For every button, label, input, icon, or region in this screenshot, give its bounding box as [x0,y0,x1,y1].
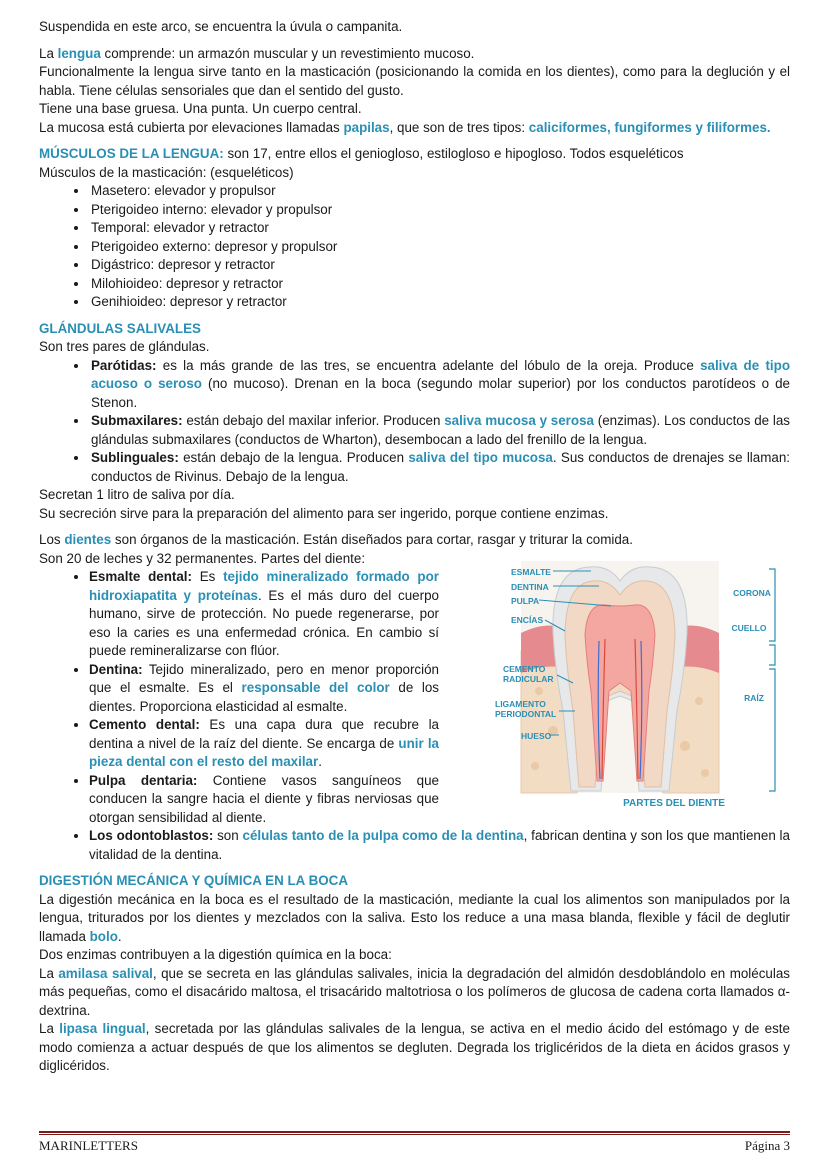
text-run: (enzimas). Los conductos de las glándulas submaxilares (conductos de Wharton), desembocan a lado del frenillo de la lengua. [91,413,790,447]
text-run: comprende: un armazón muscular y un revestimiento mucoso. [100,45,475,61]
text-run: Los [39,532,65,547]
label-encias: ENCÍAS [511,615,544,625]
text-run: están debajo del maxilar inferior. Producen [182,413,445,428]
keyword: tejido mineralizado formado por hidroxiapatita y proteínas [89,569,439,603]
list-item: • Milohioideo: depresor y retractor [89,275,790,294]
bone-pore [695,697,703,705]
list-item-esmalte [89,568,439,661]
label-corona: CORONA [733,588,771,598]
list-item-submaxilares [89,412,790,449]
bracket-corona [769,569,775,641]
text-run: . Sus conductos de drenajes se llaman: conductos de Rivinus. Debajo de la lengua. [91,450,790,484]
bone-pore [531,762,539,770]
term: Dentina: [89,661,143,677]
list-item-dentina [89,661,439,717]
list-item-parotidas [89,357,790,413]
text-run: están debajo de la lengua. Producen [178,450,409,465]
term: Los odontoblastos: [89,828,214,843]
paragraph-musculos-intro: Músculos de la masticación: (esqueléticos) [39,164,294,180]
term: Esmalte dental: [89,569,192,584]
section-digestion-heading: DIGESTIÓN MECÁNICA Y QUÍMICA EN LA BOCA [39,873,348,888]
label-cemento-radicular: RADICULAR [503,674,554,684]
paragraph-dientes-2: Son 20 de leches y 32 permanentes. Partes del diente: [39,550,366,566]
text-run: (no mucoso). Drenan en la boca (segundo molar superior) por los conductos parotídeos o de Stenon. [91,376,790,410]
list-item: • Digástrico: depresor y retractor [89,256,790,275]
paragraph-lengua-2: Funcionalmente la lengua sirve tanto en la masticación (posicionando la comida en los dientes), como para la deglución y el habla. Tiene células sensoriales que dan el sentido del gusto. [39,64,790,98]
footer-rule-thin [39,1134,790,1135]
keyword-lipasa: lipasa lingual [59,1021,146,1036]
text-run: La mucosa está cubierta por elevaciones llamadas [39,119,344,135]
label-raiz: RAÍZ [744,693,764,703]
paragraph-glandulas-after1: Secretan 1 litro de saliva por día. [39,487,235,502]
paragraph-glandulas-intro: Son tres pares de glándulas. [39,339,210,354]
term: Submaxilares: [91,413,183,428]
paragraph-digestion-4 [39,1020,790,1076]
list-item-cemento [89,716,439,772]
paragraph-digestion-1 [39,891,790,947]
label-cemento: CEMENTO [503,664,546,674]
paragraph-lengua-4 [39,119,790,138]
label-hueso: HUESO [521,731,552,741]
bone-pore [680,741,690,751]
text-run: es la más grande de las tres, se encuentra adelante del lóbulo de la oreja. Produce [156,357,701,373]
text-run: son 17, entre ellos el geniogloso, estilogloso e hipogloso. Todos esqueléticos [223,146,684,161]
footer-page-number: Página 3 [744,1138,790,1153]
list-item: • Masetero: elevador y propulsor [89,182,790,201]
bracket-raiz [769,669,775,791]
footer-rule [39,1131,790,1133]
text-run: , secretada por las glándulas salivales de la lengua, se activa en el medio ácido del estómago y de este modo comienza a actuar después de que los alimentos se degluten. Degrada los triglicéridos de la dieta en ácidos grasos y diglicéridos. [39,1021,790,1073]
text-run: Contiene vasos sanguíneos que conducen la sangre hacia el diente y fibras nerviosas que otorgan sensibilidad al diente. [89,772,439,825]
section-glandulas-heading: GLÁNDULAS SALIVALES [39,320,201,336]
label-ligamento: LIGAMENTO [495,699,546,709]
dientes-list-column [39,568,439,827]
keyword: unir la pieza dental con el resto del maxilar [89,735,439,769]
list-odontoblastos [39,827,790,864]
label-esmalte: ESMALTE [511,567,551,577]
bone-pore [701,769,709,777]
keyword-amilasa: amilasa salival [58,965,153,981]
bracket-cuello [769,645,775,665]
text-run: , fabrican dentina y son los que mantienen la vitalidad de la dentina. [89,828,790,862]
paragraph-glandulas-after2: Su secreción sirve para la preparación del alimento para ser ingerido, porque contiene enzimas. [39,505,609,521]
list-partes-diente [39,568,439,827]
tooth-diagram [449,561,794,813]
list-musculos [39,182,790,312]
page-content [39,18,790,1076]
text-run: . Es el más duro del cuerpo humano, sirve de protección. No puede regenerarse, por eso la caries es una enfermedad crónica. En cambio sí puede remineralizarse con flúor. [89,587,439,658]
paragraph-digestion-2: Dos enzimas contribuyen a la digestión química en la boca: [39,947,392,962]
keyword: saliva de tipo acuoso o seroso [91,357,790,391]
text-run: La [39,965,59,981]
list-item: • Pterigoideo interno: elevador y propulsor [89,201,790,220]
bone-pore [535,687,543,695]
label-pulpa: PULPA [511,596,540,606]
paragraph-digestion-3 [39,965,790,1021]
list-item: • Temporal: elevador y retractor [89,219,790,238]
list-item-sublinguales [89,449,790,486]
keyword-bolo: bolo [89,928,118,944]
text-run: . [117,928,122,944]
label-cuello: CUELLO [731,623,767,633]
text-run: La [39,45,58,61]
keyword: saliva mucosa y serosa [444,413,594,428]
paragraph-uvula: Suspendida en este arco, se encuentra la úvula o campanita. [39,19,403,34]
keyword: células tanto de la pulpa como de la dentina [242,828,524,843]
label-ligamento-periodontal: PERIODONTAL [495,709,557,719]
text-run: son órganos de la masticación. Están diseñados para cortar, rasgar y triturar la comida. [111,532,633,547]
paragraph-lengua-3: Tiene una base gruesa. Una punta. Un cuerpo central. [39,101,362,116]
text-run: Es una capa dura que recubre la dentina a nivel de la raíz del diente. Se encarga de [89,717,440,751]
section-heading: MÚSCULOS DE LA LENGUA: [39,146,224,161]
text-run: Es [192,569,224,584]
list-item: • Pterigoideo externo: depresor y propulsor [89,238,790,257]
text-run: son [213,828,243,843]
section-musculos [39,145,790,164]
keyword-papilas-tipos: caliciformes, fungiformes y filiformes. [528,119,771,135]
keyword: saliva del tipo mucosa [408,450,553,465]
text-run: La digestión mecánica en la boca es el resultado de la masticación, mediante la cual los alimentos son manipulados por la lengua, triturados por los dientes y mezclados con la saliva. Esto los reduce a una masa blanda, flexible y fácil de deglutir llamada [39,891,790,944]
keyword-dientes: dientes [64,532,112,547]
text-run: La [39,1021,60,1036]
list-item-odontoblastos [89,827,790,864]
term: Sublinguales: [91,450,179,465]
keyword: responsable del color [241,680,390,695]
footer-brand: MARINLETTERS [39,1138,138,1153]
paragraph-dientes-1 [39,531,790,550]
figure-caption: PARTES DEL DIENTE [623,798,725,809]
text-run: . [318,754,322,769]
text-run: , que son de tres tipos: [389,119,529,135]
list-glandulas [39,357,790,487]
section-dientes [39,531,790,864]
paragraph-lengua-1 [39,45,790,64]
list-item-pulpa [89,772,439,828]
term: Cemento dental: [89,717,200,732]
list-item: • Genihioideo: depresor y retractor [89,293,790,312]
text-run: de los dientes. Proporciona elasticidad al esmalte. [89,680,440,714]
term: Parótidas: [91,357,157,373]
keyword-lengua: lengua [57,45,101,61]
text-run: Tejido mineralizado, pero en menor proporción que el esmalte. Es el [89,661,439,695]
term: Pulpa dentaria: [89,772,198,788]
keyword-papilas: papilas [343,119,390,135]
tooth-diagram-svg [449,561,794,813]
text-run: , que se secreta en las glándulas salivales, inicia la degradación del almidón desdoblándolo en moléculas más pequeñas, como el disacárido maltosa, el trisacárido maltotriosa o los polímeros de glucosa de cadena corta llamados α-dextrina. [39,965,790,1018]
label-dentina: DENTINA [511,582,549,592]
